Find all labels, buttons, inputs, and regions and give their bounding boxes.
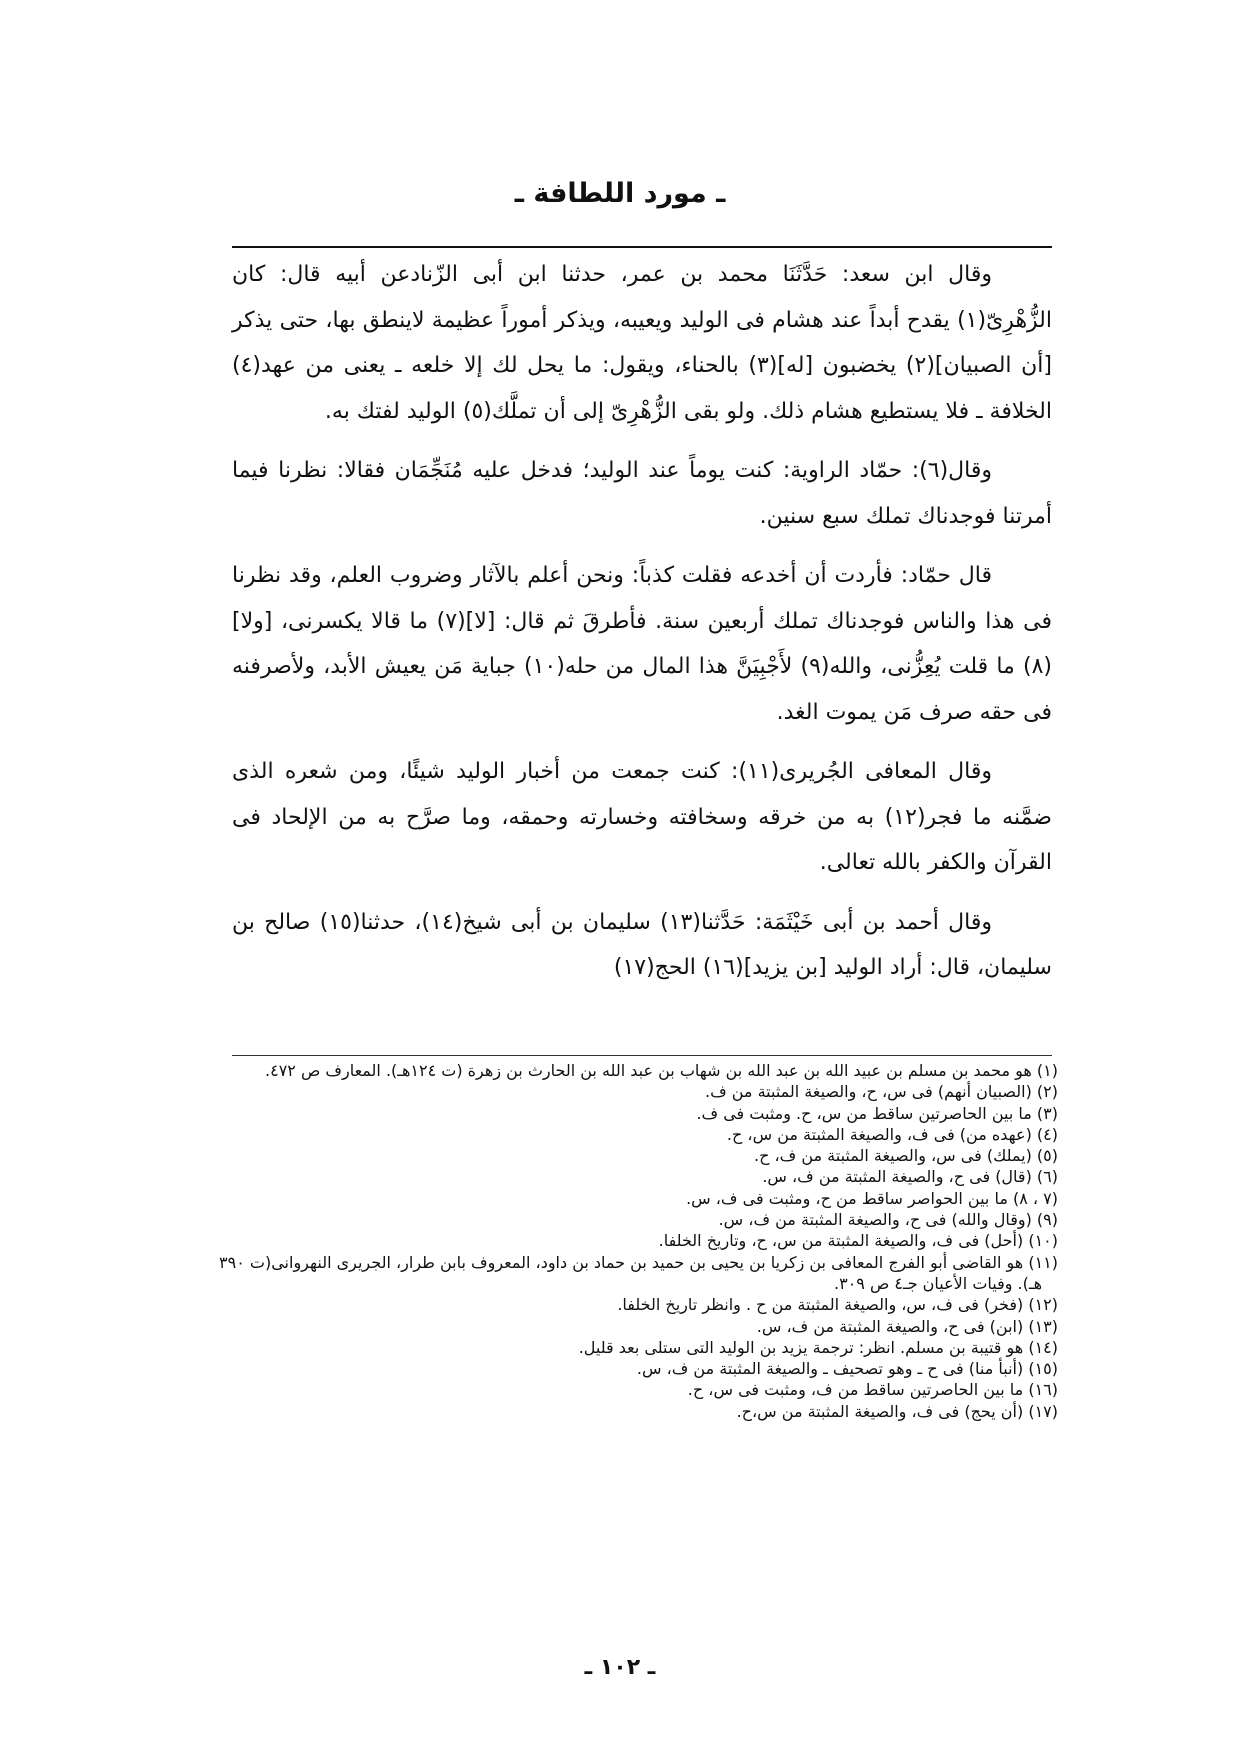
header-rule: [232, 246, 1052, 248]
footnote: (١) هو محمد بن مسلم بن عبيد الله بن عبد الله بن شهاب بن عبد الله بن الحارث بن زهرة (ت ١٢٤هـ). المعارف ص ٤٧٢.: [265, 1061, 1058, 1080]
footnotes: [218, 1060, 1058, 1422]
footnote: (٩) (وقال والله) فى ح، والصيغة المثبتة من ف، س.: [718, 1210, 1058, 1230]
paragraph: وقال ابن سعد: حَدَّثَنَا محمد بن عمر، حدثنا ابن أبى الزّنادعن أبيه قال: كان الزُّهْرِىّ(١) يقدح أبداً عند هشام فى الوليد ويعيبه، ويذكر أموراً عظيمة لاينطق بها، حتى يذكر [أن الصبيان](٢) يخضبون [له](٣) بالحناء، ويقول: ما يحل لك إلا خلعه ـ يعنى من عهد(٤) الخلافة ـ فلا يستطيع هشام ذلك. ولو بقى الزُّهْرِىّ إلى أن تملَّك(٥) الوليد لفتك به.: [232, 262, 1053, 424]
footnote: (١٦) ما بين الحاصرتين ساقط من ف، ومثبت فى س، ح.: [687, 1380, 1058, 1400]
footnote: (٦) (قال) فى ح، والصيغة المثبتة من ف، س.: [762, 1167, 1058, 1187]
running-title: ـ مورد اللطافة ـ: [514, 178, 726, 209]
footnote: (١١) هو القاضى أبو الفرج المعافى بن زكريا بن يحيى بن حميد بن حماد بن داود، المعروف بابن طرار، الجريرى النهروانى(ت ٣٩٠ هـ). وفيات الأعيان جـ٤ ص ٣٠٩.: [219, 1252, 1058, 1293]
footnote: (١٣) (ابن) فى ح، والصيغة المثبتة من ف، س.: [756, 1316, 1058, 1336]
paragraph: قال حمّاد: فأردت أن أخدعه فقلت كذباً: ونحن أعلم بالآثار وضروب العلم، وقد نظرنا فى هذا والناس فوجدناك تملك أربعين سنة. فأطرقَ ثم قال: [لا](٧) ما قالا يكسرنى، [ولا](٨) ما قلت يُعِزُّنى، والله(٩) لأَجْبِيَنَّ هذا المال من حله(١٠) جباية مَن يعيش الأبد، ولأصرفنه فى حقه صرف مَن يموت الغد.: [232, 563, 1053, 725]
footnote: (٣) ما بين الحاصرتين ساقط من س، ح. ومثبت فى ف.: [696, 1103, 1058, 1123]
page-number: ـ ١٠٢ ـ: [584, 1655, 656, 1680]
footnote: (١٤) هو قتيبة بن مسلم. انظر: ترجمة يزيد بن الوليد التى ستلى بعد قليل.: [578, 1337, 1058, 1357]
main-text: [232, 252, 1052, 991]
footnote: (٧ ، ٨) ما بين الحواصر ساقط من ح، ومثبت فى ف، س.: [686, 1188, 1058, 1208]
footnote: (١٢) (فخر) فى ف، س، والصيغة المثبتة من ح . وانظر تاريخ الخلفا.: [617, 1295, 1058, 1315]
footnote: (٥) (يملك) فى س، والصيغة المثبتة من ف، ح.: [753, 1146, 1058, 1166]
footnote: (٢) (الصبيان أنهم) فى س، ح، والصيغة المثبتة من ف.: [704, 1082, 1058, 1102]
footnote: (٤) (عهده من) فى ف، والصيغة المثبتة من س، ح.: [726, 1124, 1058, 1144]
footnote: (١٠) (أحل) فى ف، والصيغة المثبتة من س، ح، وتاريخ الخلفا.: [658, 1231, 1058, 1251]
paragraph: وقال(٦): حمّاد الراوية: كنت يوماً عند الوليد؛ فدخل عليه مُنَجِّمَان فقالا: نظرنا فيما أمرتنا فوجدناك تملك سبع سنين.: [232, 458, 1052, 529]
paragraph: وقال أحمد بن أبى خَيْثَمَة: حَدَّثنا(١٣) سليمان بن أبى شيخ(١٤)، حدثنا(١٥) صالح بن سليمان، قال: أراد الوليد [بن يزيد](١٦) الحج(١٧): [232, 909, 1052, 980]
footnote: (١٧) (أن يحج) فى ف، والصيغة المثبتة من س،ح.: [736, 1401, 1058, 1421]
footnote-separator: [232, 1055, 1052, 1056]
footnote: (١٥) (أنبأ منا) فى ح ـ وهو تصحيف ـ والصيغة المثبتة من ف، س.: [636, 1359, 1058, 1379]
paragraph: وقال المعافى الجُريرى(١١): كنت جمعت من أخبار الوليد شيئًا، ومن شعره الذى ضمَّنه ما فجر(١٢) به من خرقه وسخافته وخسارته وحمقه، وما صرَّح به من الإلحاد فى القرآن والكفر بالله تعالى.: [232, 759, 1052, 875]
